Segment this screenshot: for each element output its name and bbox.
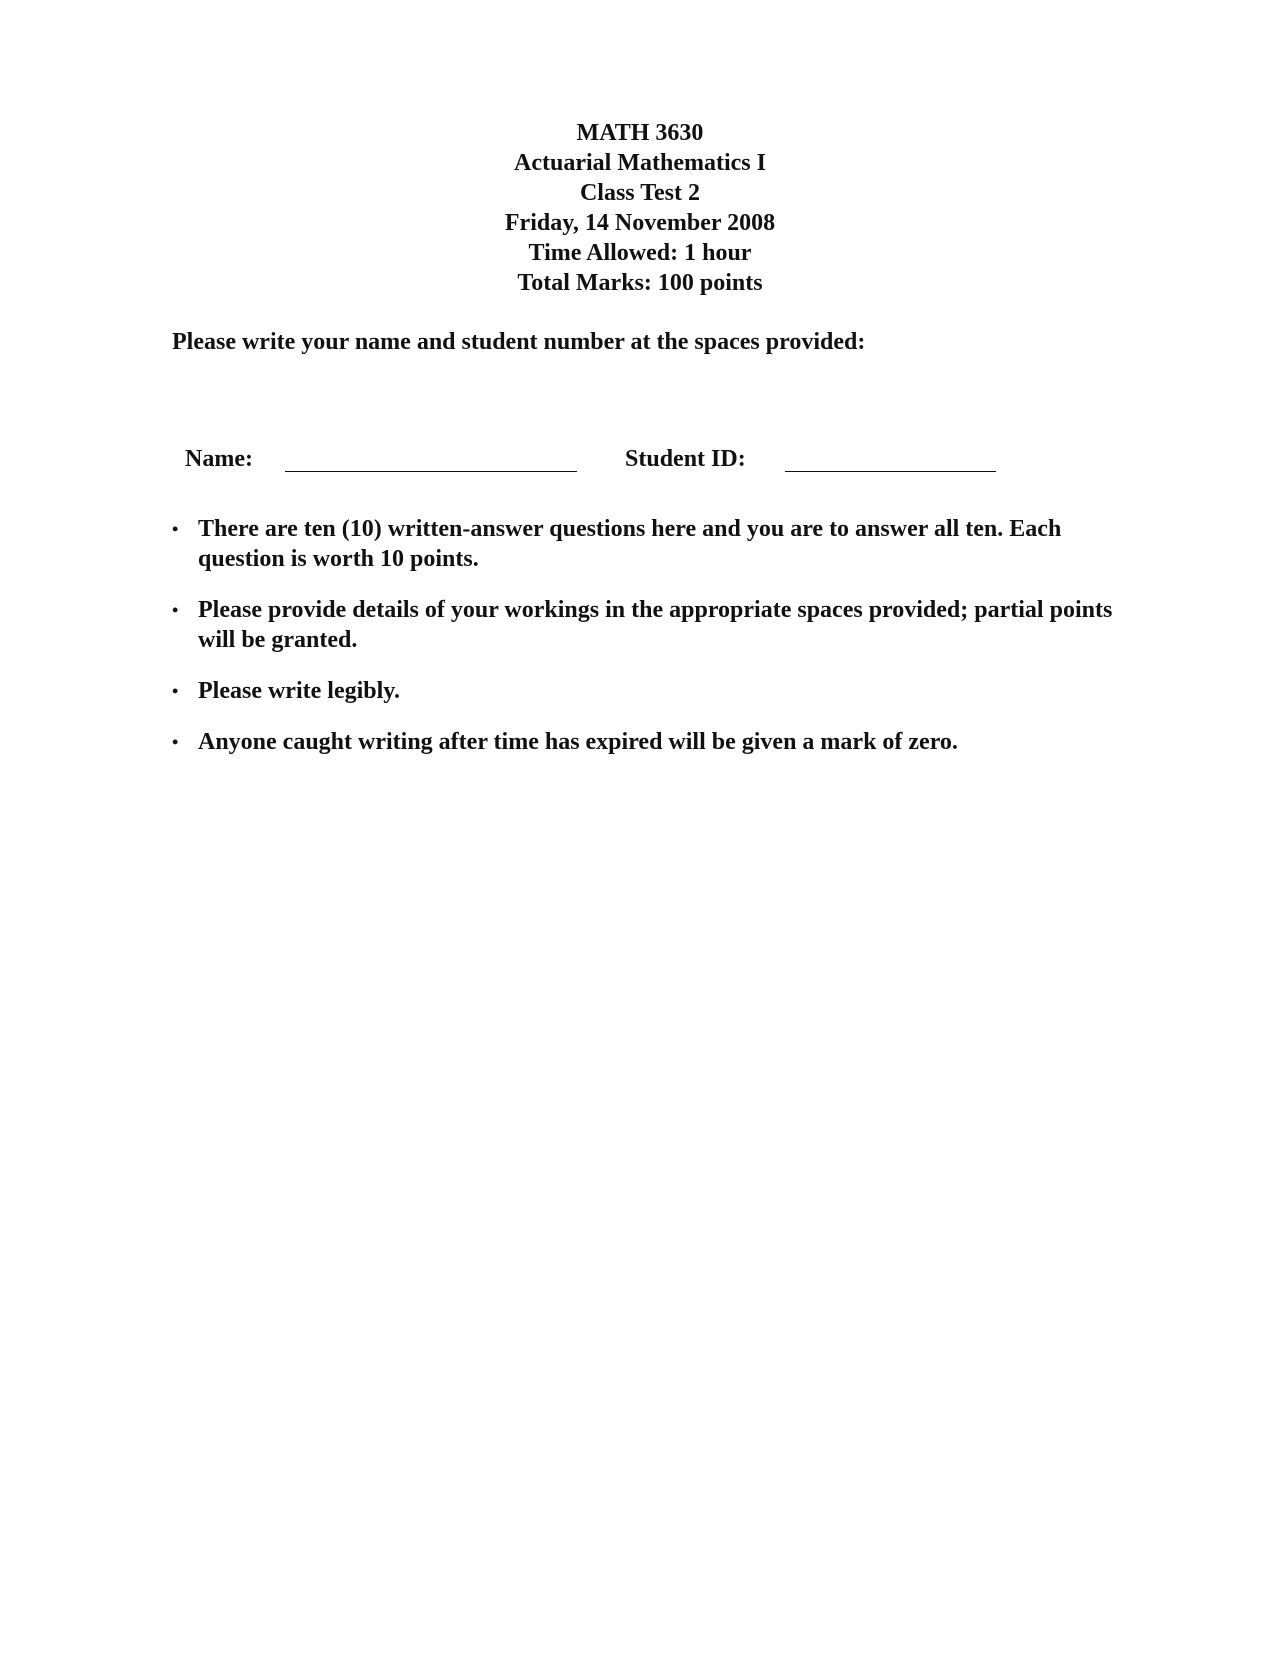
rule-text: Anyone caught writing after time has expired will be given a mark of zero. [198,729,958,755]
rule-text: There are ten (10) written-answer questions here and you are to answer all ten. Each question is worth 10 points. [198,516,1062,572]
list-item [172,676,1152,706]
list-item [172,595,1152,655]
student-id-label: Student ID: [625,446,746,472]
bullet-icon: • [172,681,179,701]
total-marks: Total Marks: 100 points [517,270,763,296]
exam-header [0,118,1280,298]
instruction-text: Please write your name and student number at the spaces provided: [172,329,866,355]
bullet-icon: • [172,732,179,752]
list-item [172,514,1152,574]
identification-row [185,444,1025,484]
rule-text: Please write legibly. [198,678,400,704]
name-label: Name: [185,446,253,472]
bullet-icon: • [172,519,179,539]
name-field[interactable] [285,471,577,472]
student-id-field[interactable] [785,471,996,472]
rules-list [172,514,1152,778]
test-name: Class Test 2 [579,180,701,206]
bullet-icon: • [172,600,179,620]
course-code: MATH 3630 [576,120,704,146]
time-allowed: Time Allowed: 1 hour [528,240,752,266]
course-title: Actuarial Mathematics I [514,150,766,176]
rule-text: Please provide details of your workings in the appropriate spaces provided; partial points will be granted. [198,597,1113,653]
list-item [172,727,1152,757]
exam-date: Friday, 14 November 2008 [504,210,776,236]
